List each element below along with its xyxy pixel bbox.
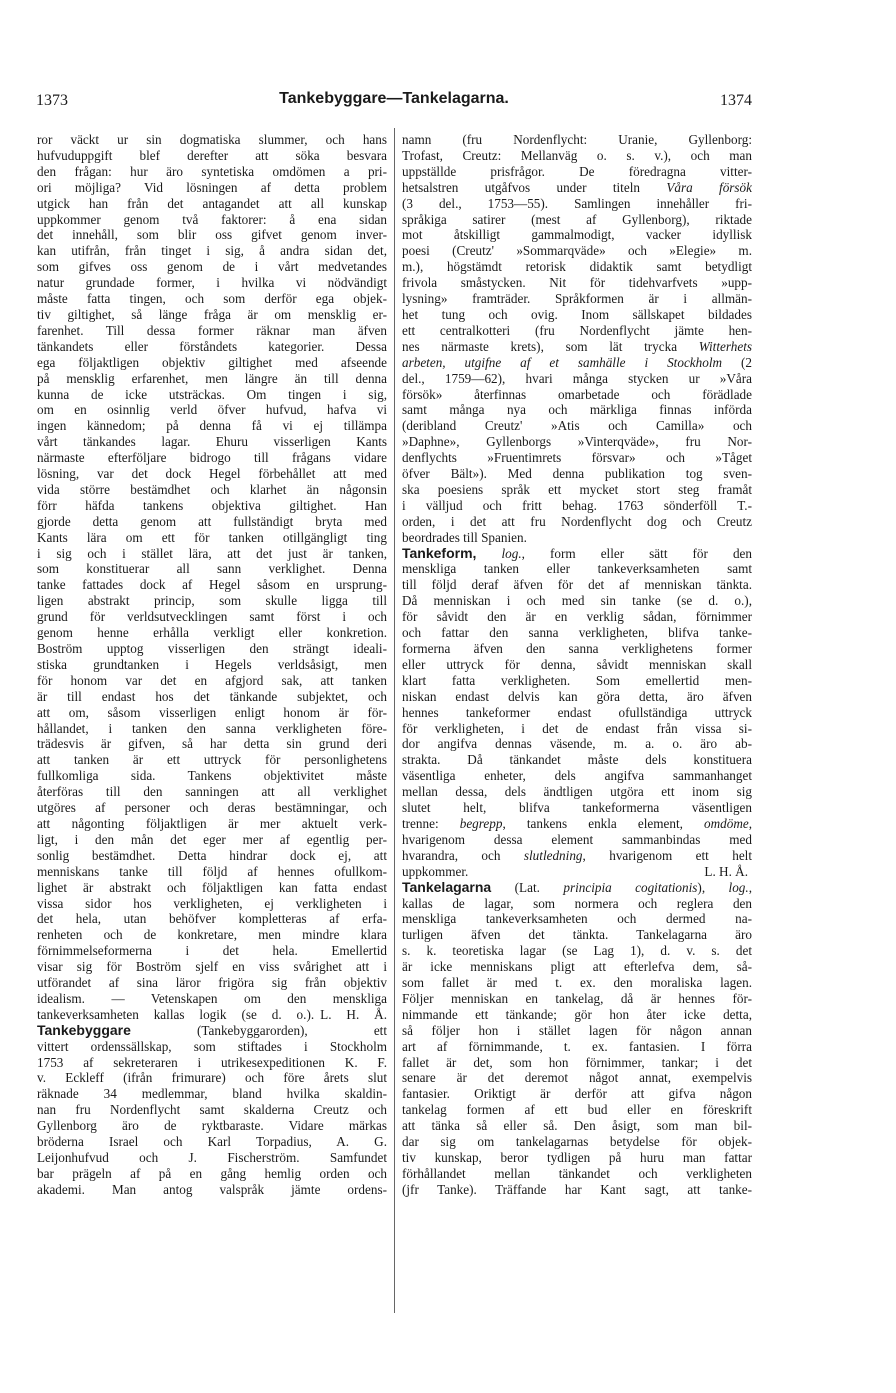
text-line: som fallet är med t. ex. den moraliska lagen.	[402, 975, 752, 991]
text-line: Kants lära om ett för tanken otillgängligt ting	[37, 529, 387, 545]
text-line: att tanken är ett uttryck för personlighetens	[37, 752, 387, 768]
text-line: utförandet af sina läror frigöra sig från objektiv	[37, 975, 387, 991]
text-line: strakta. Då tänkandet måste dels konstituera	[402, 752, 752, 768]
pos-label: log.	[728, 879, 749, 895]
text-line: hennes tankeformer endast ofullständiga uttryck	[402, 704, 752, 720]
text-line: del., 1759—62), hvari många stycken ur »Våra	[402, 370, 752, 386]
text-line: öfver Bält»). Med denna publikation tog sven-	[402, 466, 752, 482]
text-line: samt många nya och märkliga finnas införda	[402, 402, 752, 418]
text-line: niskan endast delvis kan göra detta, äro äfven	[402, 688, 752, 704]
text-line: på mensklig erfarenhet, men längre än till denna	[37, 370, 387, 386]
text-line: som gifves oss genom de i vårt medvetandes	[37, 259, 387, 275]
text-line: hufvuduppgift blef derefter att söka besvara	[37, 147, 387, 163]
text-line: om en osinnlig verld öfver hufvud, hafva vi	[37, 402, 387, 418]
text-line: klart fatta verkligheten. Som emellertid men-	[402, 672, 752, 688]
right-line-text: nes närmaste krets), som lät trycka	[402, 338, 699, 354]
text-line: slutet helt, blifva tankeformerna väsentligen	[402, 800, 752, 816]
text-line: förnimmelseformerna i det hela. Emellertid	[37, 943, 387, 959]
right-line: språkiga satirer (mest af Gyllenborg), riktade	[402, 211, 752, 227]
right-line: m.), högstämdt retorisk didaktik samt betydligt	[402, 259, 752, 275]
text-line: turligen äfven det tänkta. Tankelagarna äro	[402, 927, 752, 943]
text-line: Gyllenborg äro de ryktbaraste. Vidare märkas	[37, 1118, 387, 1134]
text-line: vissa sidor hos verkligheten, ej verkligheten i	[37, 895, 387, 911]
right-column	[402, 132, 752, 1198]
text-line: sonlig bestämdhet. Detta hindrar dock ej, att	[37, 847, 387, 863]
text-line: fallet är det, som hon förnimmer, tankar; i det	[402, 1054, 752, 1070]
text-line: vårt tänkandes lagar. Ehuru visserligen Kants	[37, 434, 387, 450]
text-line: uppkommer genom två faktorer: å ena sidan	[37, 211, 387, 227]
entry-tankeform-first-line	[402, 546, 752, 562]
entry-tankeform-line	[402, 848, 752, 864]
headword-tankeform: Tankeform,	[402, 545, 477, 561]
text-line: senare är det deremot något annat, exempelvis	[402, 1070, 752, 1086]
text-line: så följer hon i stället lagen för någon annan	[402, 1022, 752, 1038]
text-line: närmaste efterföljare bidrogo till frågans vidare	[37, 450, 387, 466]
text-line: Leijonhufvud och J. Fischerström. Samfundet	[37, 1150, 387, 1165]
running-header	[36, 90, 752, 114]
text-line: grund för verldsutvecklingen samt först i och	[37, 609, 387, 625]
text-line: akademi. Man antog valspråk jämte ordens-	[37, 1181, 387, 1197]
entry-tankeform-line	[402, 816, 752, 832]
right-text-block	[402, 371, 752, 546]
text-line: för honom var det en afgjord sak, att tanken	[37, 672, 387, 688]
entry-tankelagarna-body	[402, 896, 752, 1198]
text-line: tänkandets eller förståndets kategorier. Dessa	[37, 338, 387, 354]
text-line: kunna de icke utsträckas. Om tingen i sig,	[37, 386, 387, 402]
text-line: är icke menniskans pligt att efterlefva dem, så-	[402, 959, 752, 975]
line-text: trenne:	[402, 815, 460, 831]
entry-tankeform-line: hvarigenom dessa element sammanbindas med	[402, 831, 752, 847]
text-line: för verkligheten, i det de endast från vissa si-	[402, 720, 752, 736]
text-line: menskliga tanken eller tankeverksamheten samt	[402, 561, 752, 577]
text-line: formerna äfven den sanna verklighetens former	[402, 641, 752, 656]
text-line: för såvidt den är en verklig sådan, förnimmer	[402, 609, 752, 625]
right-line-with-title	[402, 339, 752, 355]
text-line: försök» återfinnas omarbetade och förädlade	[402, 386, 752, 402]
text-line: 1753 af sekreteraren i utrikesexpeditionen K. F.	[37, 1054, 387, 1070]
text-line: menskliga tankeverksamheten och dermed na-	[402, 911, 752, 927]
text-line: bröderna Israel och Karl Torpadius, A. G.	[37, 1134, 387, 1150]
term-omdome: omdöme	[704, 815, 749, 831]
text-line: tanke fattades dock af Hegel såsom en ursprung-	[37, 577, 387, 593]
text-line: väsentliga enheter, dels angifva sammanhanget	[402, 768, 752, 784]
entry-tankeform-last-line	[402, 864, 752, 880]
text-line: s. k. teoretiska lagar (se Lag 1), d. v. s. det	[402, 943, 752, 959]
text-line: orden, i det att fru Nordenflycht dog och Creutz	[402, 513, 752, 529]
text-line: hållandet, i tanken den sanna verkligheten före-	[37, 720, 387, 736]
line-text: ,	[748, 815, 752, 831]
text-line: dar sig om tankelagarnas betydelse för objek-	[402, 1134, 752, 1150]
line-text: ),	[697, 879, 729, 895]
signature-lha: L. H. Å.	[320, 1006, 387, 1022]
right-line-with-title	[402, 180, 752, 196]
text-line: menniskans tanke till följd af hennes ofullkom-	[37, 863, 387, 879]
line-text: , hvarigenom ett helt	[582, 847, 752, 863]
right-line: het tung och ovig. Inom sällskapet bildades	[402, 306, 752, 322]
entry-tankelagarna-first-line	[402, 880, 752, 896]
text-line: farenhet. Till dessa former räknar man äfven	[37, 322, 387, 338]
text-line: i sig och i stället lära, att det just är tanken,	[37, 545, 387, 561]
column-divider	[394, 128, 395, 1313]
text-line: genom henne erhålla verkligt eller konkretion.	[37, 625, 387, 641]
line-text: uppkommer.	[402, 863, 469, 879]
text-line: gjorde detta genom att fullständigt bryta med	[37, 513, 387, 529]
text-line: vittert ordenssällskap, som stiftades i Stockholm	[37, 1038, 387, 1054]
text-line: ligt, i den mån det eger mer af egentlig per-	[37, 831, 387, 847]
right-line: ett centralkotteri (fru Nordenflycht jämte hen-	[402, 322, 752, 338]
text-line: nan fru Nordenflycht samt skalderna Creutz och	[37, 1102, 387, 1118]
left-column	[37, 132, 387, 1198]
right-page-number: 1374	[720, 92, 752, 109]
entry-tankeform-text: , form eller sätt för den	[521, 545, 752, 561]
term-begrepp: begrepp	[459, 815, 503, 831]
right-line: namn (fru Nordenflycht: Uranie, Gyllenborg:	[402, 132, 752, 147]
right-line: lysning» framträder. Språkformen är i allmän-	[402, 291, 752, 307]
text-line: räknade 34 medlemmar, bland hvilka skaldin-	[37, 1086, 387, 1102]
text-line: lösning, var det dock Hegel förbehållet att med	[37, 466, 387, 482]
text-line: ligen abstrakt princip, som skulle ligga till	[37, 593, 387, 609]
text-line: ror väckt ur sin dogmatiska slummer, och hans	[37, 132, 387, 147]
text-line: stiska grundtanken i Hegels verldsåsigt, men	[37, 656, 387, 672]
text-line: eller uttryck för denna, såvidt menniskan skall	[402, 656, 752, 672]
text-line: utgöres af personer och deras bestämningar, och	[37, 800, 387, 816]
entry-tankeform-body	[402, 561, 752, 816]
title-vara-forsok: Våra försök	[666, 179, 752, 195]
text-line: förr häfda tankens objektiva giltighet. Han	[37, 497, 387, 513]
left-last-line	[37, 1007, 387, 1023]
right-line: Trofast, Creutz: Mellanväg o. s. v.), och man	[402, 147, 752, 163]
text-line: att tänka så eller så. Den åsigt, som man bil-	[402, 1118, 752, 1134]
title-witterhets: Witterhets	[698, 338, 752, 354]
text-line: kan utifrån, från tinget i sig, å andra sidan det,	[37, 243, 387, 259]
text-line: utgick han från det antagandet att all kunskap	[37, 195, 387, 211]
text-line: Följer menniskan en tankelag, då är hennes för-	[402, 990, 752, 1006]
text-line: beordrades till Spanien.	[402, 529, 527, 545]
line-text: ,	[748, 879, 752, 895]
title-witterhets-cont: arbeten, utgifne af et samhälle i Stockholm	[402, 354, 723, 370]
text-line: som konstituerar all sann verklighet. Denna	[37, 561, 387, 577]
text-line: till följd deraf äfven för det af menniskan tänkta.	[402, 577, 752, 593]
text-line: kallas de lagar, som normera och reglera den	[402, 895, 752, 911]
entry-tankebyggare-text: (Tankebyggarorden), ett	[130, 1022, 387, 1038]
signature-lha: L. H. Å.	[704, 863, 748, 879]
text-line: ska poesiens språk ett mycket stort steg framåt	[402, 481, 752, 497]
text-line: Då menniskan i och med sin tanke (se d. o.),	[402, 593, 752, 609]
text-line: det innehåll, som blir oss gifvet genom inver-	[37, 227, 387, 243]
running-title: Tankebyggare—Tankelagarna.	[279, 90, 509, 107]
text-line: renheten och de konkretare, men mindre klara	[37, 927, 387, 943]
text-line: bar prägeln af på en gång hemlig orden och	[37, 1165, 387, 1181]
left-text-block	[37, 132, 387, 1007]
right-line: frivola småstycken. Nit för tidehvarfvets »upp-	[402, 275, 752, 291]
line-text: hvarandra, och	[402, 847, 524, 863]
text-line: ega följaktligen objektiv giltighet med afseende	[37, 354, 387, 370]
text-line: »Daphne», Gyllenborgs »Vinterqväde», fru Nor-	[402, 434, 752, 450]
right-line-text: (2	[722, 354, 752, 370]
text-line: måste fatta tingen, och som derför ega objek-	[37, 291, 387, 307]
headword-tankebyggare: Tankebyggare	[37, 1022, 131, 1038]
text-line: förhållandet mellan tänkandet och verkligheten	[402, 1165, 752, 1181]
text-line: tiv giltighet, så länge fråga är om mensklig er-	[37, 306, 387, 322]
text-line: tiv kunskap, beror tydligen på huru man fattar	[402, 1150, 752, 1165]
text-line: och fattar den sanna verkligheten, blifva tanke-	[402, 625, 752, 641]
right-line: mot åtskilligt gammalmodigt, vacker idyllisk	[402, 227, 752, 243]
text-line: att om, såsom visserligen enligt honom är för-	[37, 704, 387, 720]
left-line-text: tankeverksamheten kallas logik (se d. o.).	[37, 1006, 315, 1022]
text-line: art af förnimmande, t. ex. fantasien. I förra	[402, 1038, 752, 1054]
right-line: uppställde prisfrågor. De föredragna vitter-	[402, 163, 752, 179]
text-line: fantasier. Oriktigt är derför att gifva någon	[402, 1086, 752, 1102]
right-line-with-title	[402, 355, 752, 371]
text-line: nimmande ett tänkande; gör hon åter icke detta,	[402, 1006, 752, 1022]
text-line: denflychts »Fruentimrets försvar» och »Tåget	[402, 450, 752, 466]
right-line: poesi (Creutz' »Sommarqväde» och »Elegie» m.	[402, 243, 752, 259]
text-line: i välljud och fritt behag. 1763 sönderföll T.-	[402, 497, 752, 513]
entry-tankebyggare-body	[37, 1039, 387, 1198]
text-line: tankelag formen af ett bud eller en föreskrift	[402, 1102, 752, 1118]
text-line: ori möjliga? Vid lösningen af detta problem	[37, 179, 387, 195]
left-page-number: 1373	[36, 92, 68, 109]
text-line: återföras till den sanningen att all verklighet	[37, 784, 387, 800]
text-line: (deribland Creutz' »Atis och Camilla» och	[402, 418, 752, 434]
text-line: att någonting följaktligen är mer aktuelt verk-	[37, 815, 387, 831]
text-line: det hela, utan behöfver kompletteras af erfa-	[37, 911, 387, 927]
text-line: v. Eckleff (ifrån frimurare) och före årets slut	[37, 1070, 387, 1086]
term-slutledning: slutledning	[523, 847, 583, 863]
text-line: Boström upptog visserligen den strängt ideali-	[37, 641, 387, 656]
text-line: fullkomliga sida. Tankens objektivitet måste	[37, 768, 387, 784]
line-text: , tankens enkla element,	[502, 815, 705, 831]
line-text: (Lat.	[491, 879, 564, 895]
pos-label: log.	[501, 545, 522, 561]
right-line-text: hetsalstren utgåfvos under titeln	[402, 179, 667, 195]
text-line: visar sig för Boström sjelf en viss svårighet att i	[37, 959, 387, 975]
text-line: lighet är abstrakt och följaktligen kan fatta endast	[37, 879, 387, 895]
text-line: är till endast hos det tänkande subjektet, och	[37, 688, 387, 704]
text-line: idealism. — Vetenskapen om den menskliga	[37, 990, 387, 1006]
text-line: dor angifva dennas väsende, m. a. o. äro ab-	[402, 736, 752, 752]
text-line: ingen kännedom; på denna få vi ej tillämpa	[37, 418, 387, 434]
entry-tankebyggare-first-line	[37, 1023, 387, 1039]
latin-term: principia cogitationis	[563, 879, 698, 895]
text-line: vida större bestämdhet och klarhet än någonsin	[37, 481, 387, 497]
right-line: (3 del., 1753—55). Samlingen innehåller fri-	[402, 195, 752, 211]
headword-tankelagarna: Tankelagarna	[402, 879, 492, 895]
text-line: natur grundade former, i hvilka vi nödvändigt	[37, 275, 387, 291]
text-line: (jfr Tanke). Träffande har Kant sagt, att tanke-	[402, 1181, 752, 1197]
text-line: mellan dessa, dels ändtligen utgöra ett inom sig	[402, 784, 752, 800]
text-line: den frågan: hur äro syntetiska omdömen a pri-	[37, 163, 387, 179]
text-line: trädesvis är gifven, så har detta sin grund deri	[37, 736, 387, 752]
